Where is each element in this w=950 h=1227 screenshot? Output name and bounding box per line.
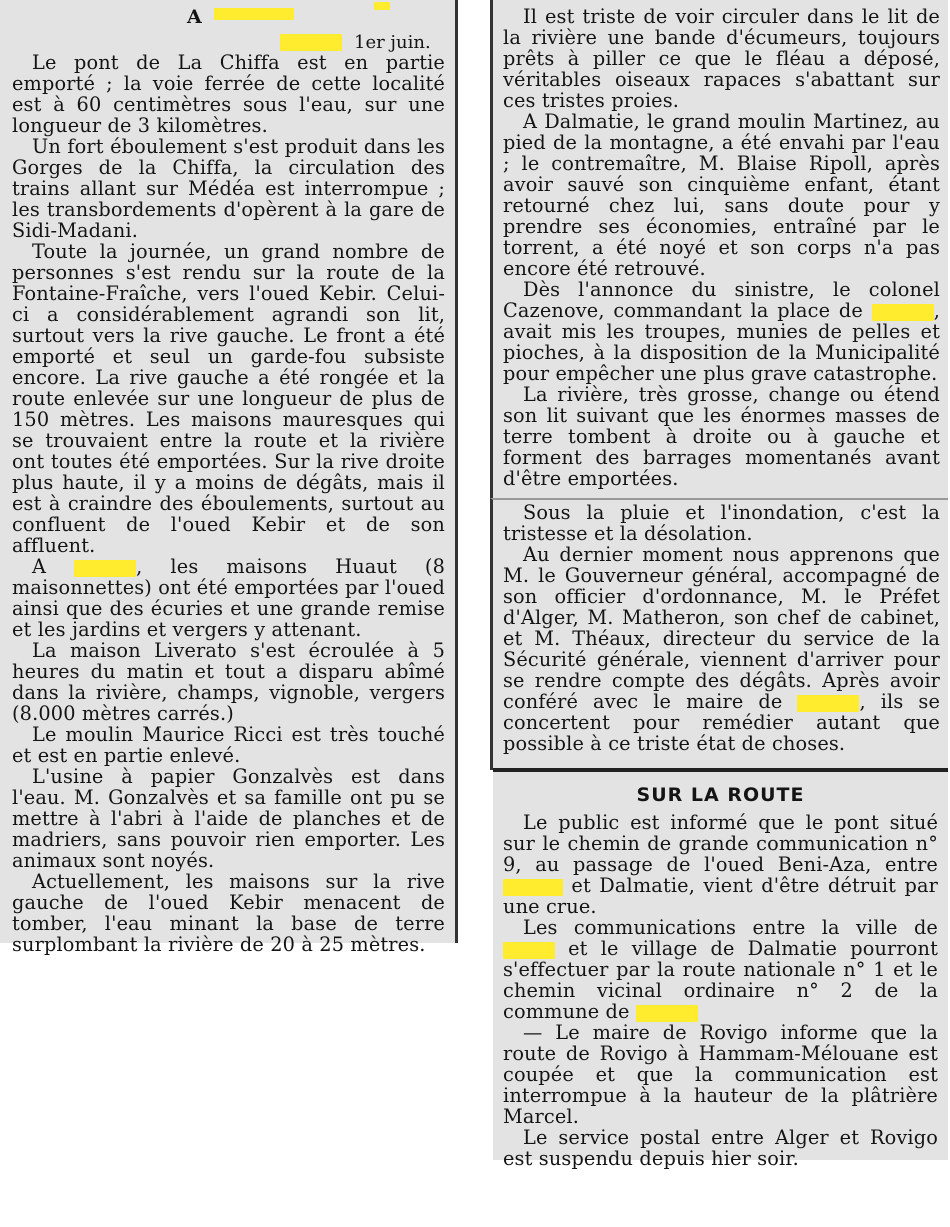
- right-bottom-text: [503, 812, 938, 1169]
- redaction-mark: [214, 8, 294, 20]
- text-fragment: , les maisons Huaut (8 maisonnettes) ont été emportées par l'oued ainsi que des écuries et une grande remise et les jardins et vergers y attenant.: [12, 555, 445, 641]
- paragraph: La maison Liverato s'est écroulée à 5 heures du matin et tout a disparu abîmé dans la rivière, champs, vignoble, vergers (8.000 mètres carrés.): [12, 639, 445, 725]
- article-clipping-right-top: [490, 0, 948, 498]
- right-top-text: [503, 0, 940, 489]
- paragraph: Dès l'annonce du sinistre, le colonel Cazenove, commandant la place de , avait mis les troupes, munies de pelles et pioches, à la disposition de la Municipalité pour empêcher une plus grave catastrophe.: [503, 278, 940, 385]
- left-column-text: [12, 52, 445, 955]
- paragraph: Il est triste de voir circuler dans le lit de la rivière une bande d'écumeurs, toujours prêts à piller ce que le fléau a déposé, véritables oiseaux rapaces s'abattant sur ces tristes proies.: [503, 5, 940, 112]
- heading-text: A: [187, 6, 202, 28]
- paragraph: Le service postal entre Alger et Rovigo est suspendu depuis hier soir.: [503, 1126, 938, 1170]
- paragraph: [12, 556, 445, 640]
- text-fragment: Le public est informé que le pont situé sur le chemin de grande communication n° 9, au passage de l'oued Beni-Aza, entre: [503, 811, 938, 876]
- redaction-mark: [872, 304, 934, 321]
- paragraph: La rivière, très grosse, change ou étend son lit suivant que les énormes masses de terre tombent à droite ou à gauche et forment des barrages momentanés avant d'être emportées.: [503, 383, 940, 490]
- article-clipping-left: [0, 0, 458, 956]
- paragraph: [503, 812, 938, 917]
- paragraph: [503, 544, 940, 754]
- paragraph: A Dalmatie, le grand moulin Martinez, au pied de la montagne, a été envahi par l'eau ; le contremaître, M. Blaise Ripoll, après avoir sauvé son cinquième enfant, étant retourné chez lui, sans doute pour y prendre ses économies, entraîné par le torrent, a été noyé et son corps n'a pas encore été retrouvé.: [503, 110, 940, 280]
- paragraph: Actuellement, les maisons sur la rive gauche de l'oued Kebir menacent de tomber, l'eau minant la base de terre surplombant la rivière de 20 à 25 mètres.: [12, 870, 445, 956]
- text-fragment: et le village de Dalmatie pourront s'effectuer par la route nationale n° 1 et le chemin vicinal ordinaire n° 2 de la commune de: [503, 937, 938, 1023]
- paragraph: — Le maire de Rovigo informe que la route de Rovigo à Hammam-Mélouane est coupée et que la communication est interrompue à la hauteur de la plâtrière Marcel.: [503, 1021, 938, 1128]
- text-fragment: Dès l'annonce du sinistre, le colonel Cazenove, commandant la place de: [503, 278, 940, 322]
- right-middle-text: [503, 500, 940, 754]
- dateline: [12, 28, 445, 52]
- redaction-mark: [374, 2, 390, 10]
- text-fragment: Au dernier moment nous apprenons que M. le Gouverneur général, accompagné de son officier d'ordonnance, M. le Préfet d'Alger, M. Matheron, son chef de cabinet, et M. Théaux, directeur du service de la Sécurité générale, viennent d'arriver pour se rendre compte des dégâts. Après avoir conféré avec le maire de: [503, 543, 940, 713]
- text-fragment: A: [32, 555, 47, 578]
- article-clipping-sur-la-route: [493, 768, 948, 1170]
- redaction-mark: [280, 34, 342, 51]
- article-heading: [12, 0, 445, 28]
- paragraph: Toute la journée, un grand nombre de personnes s'est rendu sur la route de la Fontaine-Fraîche, vers l'oued Kebir. Celui-ci a considérablement agrandi son lit, surtout vers la rive gauche. Le front a été emporté et seul un garde-fou subsiste encore. La rive gauche a été rongée et la route enlevée sur une longueur de plus de 150 mètres. Les maisons mauresques qui se trouvaient entre la route et la rivière ont toutes été emportées. Sur la rive droite plus haute, il y a moins de dégâts, mais il est à craindre des éboulements, surtout au confluent de l'oued Kebir et de son affluent.: [12, 240, 445, 557]
- text-fragment: Les communications entre la ville de: [523, 916, 938, 939]
- redaction-mark: [636, 1005, 698, 1022]
- redaction-mark: [503, 942, 555, 959]
- redaction-mark: [797, 695, 859, 712]
- section-title: SUR LA ROUTE: [636, 784, 805, 806]
- redaction-mark: [74, 560, 136, 577]
- text-fragment: , ils se concertent pour remédier autant que possible à ce triste état de choses.: [503, 690, 941, 755]
- paragraph: Sous la pluie et l'inondation, c'est la tristesse et la désolation.: [503, 501, 940, 545]
- paragraph: Le moulin Maurice Ricci est très touché et est en partie enlevé.: [12, 723, 445, 767]
- article-clipping-right-middle: [490, 498, 948, 770]
- paragraph: Le pont de La Chiffa est en partie emporté ; la voie ferrée de cette localité est à 60 centimètres sous l'eau, sur une longueur de 3 kilomètres.: [12, 51, 445, 137]
- date-text: 1er juin.: [354, 32, 431, 53]
- redaction-mark: [503, 879, 563, 896]
- text-fragment: avait mis les troupes, munies de pelles et pioches, à la disposition de la Municipalité pour empêcher une plus grave catastrophe.: [503, 320, 940, 385]
- paragraph: L'usine à papier Gonzalvès est dans l'eau. M. Gonzalvès et sa famille ont pu se mettre à l'abri à l'aide de planches et de madriers, sans pouvoir rien emporter. Les animaux sont noyés.: [12, 765, 445, 872]
- paragraph: [503, 917, 938, 1022]
- paragraph: Un fort éboulement s'est produit dans les Gorges de la Chiffa, la circulation des trains allant sur Médéa est interrompue ; les transbordements d'opèrent à la gare de Sidi-Madani.: [12, 135, 445, 242]
- text-fragment: et Dalmatie, vient d'être détruit par une crue.: [503, 874, 938, 918]
